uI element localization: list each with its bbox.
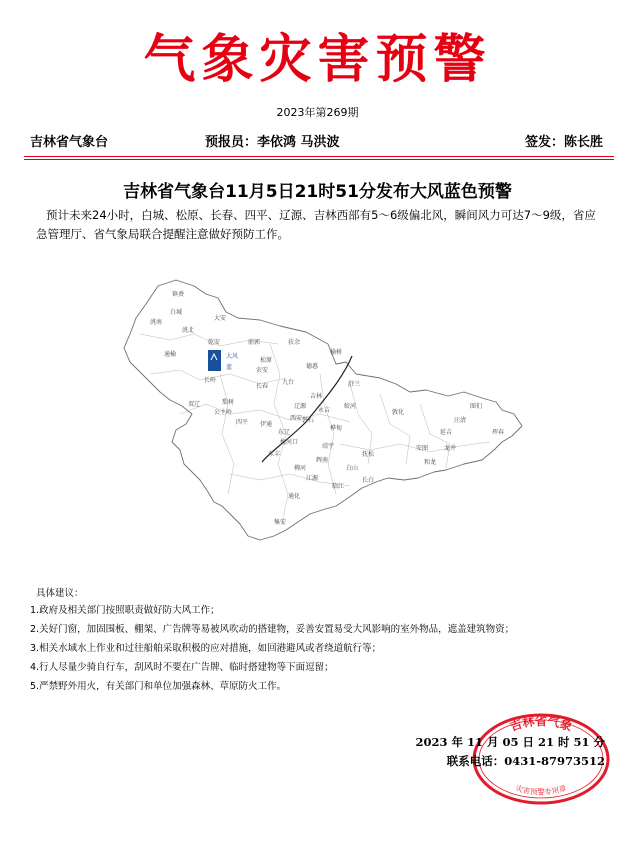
map-place: 永吉 (318, 407, 331, 414)
map-place: 长白 (362, 477, 375, 484)
map-place: 梅河口 (280, 439, 299, 446)
map-place: 白山 (346, 465, 359, 472)
map-place: 前郭 (248, 339, 261, 346)
map-place: 辽源 (294, 403, 307, 410)
map-place: 延吉 (440, 429, 453, 436)
advice-item: 4.行人尽量少骑自行车，刮风时不要在广告牌、临时搭建物等下面逗留； (30, 662, 334, 673)
map-place: 集安 (274, 519, 287, 526)
badge-top-text: 大风 (226, 353, 239, 360)
map-place: 吉林 (310, 393, 323, 400)
issue-number: 2023年第269期 (276, 106, 359, 119)
map-place: 抚松 (362, 451, 375, 458)
map-place: 乾安 (208, 339, 221, 346)
meta-row (0, 128, 635, 150)
map-place: 梨树 (222, 399, 235, 406)
map-place: 农安 (256, 367, 269, 374)
map-place: 辉南 (316, 457, 329, 464)
seal-top-text: 吉林省气象 (508, 714, 574, 734)
advice-item: 3.相关水域水上作业和过往船舶采取积极的应对措施，如回港避风或者绕道航行等； (30, 643, 382, 654)
issuer: 吉林省气象台 (30, 135, 109, 150)
warning-map (110, 274, 530, 549)
map-place: 通化 (288, 493, 301, 500)
map-place: 东丰 (268, 451, 281, 458)
forecasters: 预报员：李依鸿 马洪波 (205, 135, 340, 150)
map-place: 柳河 (294, 465, 307, 472)
map-place: 通榆 (164, 351, 177, 358)
advice-title: 具体建议： (36, 588, 84, 599)
seal-bottom-text: 灾害预警专用章 (514, 783, 568, 797)
map-place: 珲春 (492, 429, 505, 436)
svg-text:灾害预警专用章 (514, 782, 568, 796)
map-place: 靖宇 (322, 443, 335, 450)
advice-item: 2.关好门窗，加固围板、棚架、广告牌等易被风吹动的搭建物，妥善安置易受大风影响的室外物品，遮盖建筑物资； (30, 624, 515, 635)
map-place: 白城 (170, 309, 183, 316)
map-place: 龙井 (444, 445, 457, 452)
map-place: 双辽 (188, 401, 201, 408)
advice-item: 1.政府及相关部门按照职责做好防大风工作； (30, 605, 220, 616)
map-place: 临江 (332, 483, 345, 490)
map-place: 图们 (470, 403, 483, 410)
map-place: 西安 (290, 415, 303, 422)
badge-bottom-text: 蓝 (226, 364, 233, 371)
map-place: 四平 (236, 419, 249, 426)
contact-phone: 联系电话：0431-87973512 (446, 754, 605, 768)
signer: 签发：陈长胜 (524, 135, 603, 150)
map-place: 公主岭 (214, 409, 233, 416)
map-place: 长春 (256, 383, 269, 390)
map-place: 松原 (260, 357, 273, 364)
map-place: 长岭 (204, 377, 217, 384)
map-place: 洮南 (150, 319, 163, 326)
map-place: 蛟河 (344, 403, 357, 410)
map-place: 舒兰 (348, 381, 361, 388)
masthead-title: 气象灾害预警 (143, 29, 492, 90)
header-divider-top (24, 156, 614, 157)
map-place: 汪清 (454, 417, 467, 424)
map-place: 敦化 (392, 409, 405, 416)
advice-item: 5.严禁野外用火，有关部门和单位加强森林、草原防火工作。 (30, 681, 287, 692)
warning-body: 预计未来24小时，白城、松原、长春、四平、辽源、吉林西部有5～6级偏北风，瞬间风力可达7～9级，省应急管理厅、省气象局联合提醒注意做好预防工作。 (36, 208, 596, 241)
map-place: 和龙 (424, 459, 437, 466)
map-place: 榆树 (330, 349, 343, 356)
header-divider-bottom (24, 159, 614, 160)
map-place: 九台 (282, 379, 295, 386)
map-place: 江源 (306, 475, 319, 482)
map-place: 安图 (416, 445, 429, 452)
advice-list (30, 601, 620, 696)
warning-headline: 吉林省气象台11月5日21时51分发布大风蓝色预警 (123, 182, 512, 202)
map-place: 镇赉 (172, 291, 185, 298)
issue-datetime: 2023 年 11 月 05 日 21 时 51 分 (415, 735, 605, 749)
map-place: 桦甸 (330, 425, 343, 432)
map-place: 洮北 (182, 327, 195, 334)
map-place: 东辽 (278, 429, 291, 436)
map-place: 扶余 (288, 339, 301, 346)
map-place: 伊通 (260, 421, 273, 428)
map-place: 德惠 (306, 363, 319, 370)
map-place: 大安 (214, 315, 227, 322)
map-place: 磐石 (302, 417, 315, 424)
